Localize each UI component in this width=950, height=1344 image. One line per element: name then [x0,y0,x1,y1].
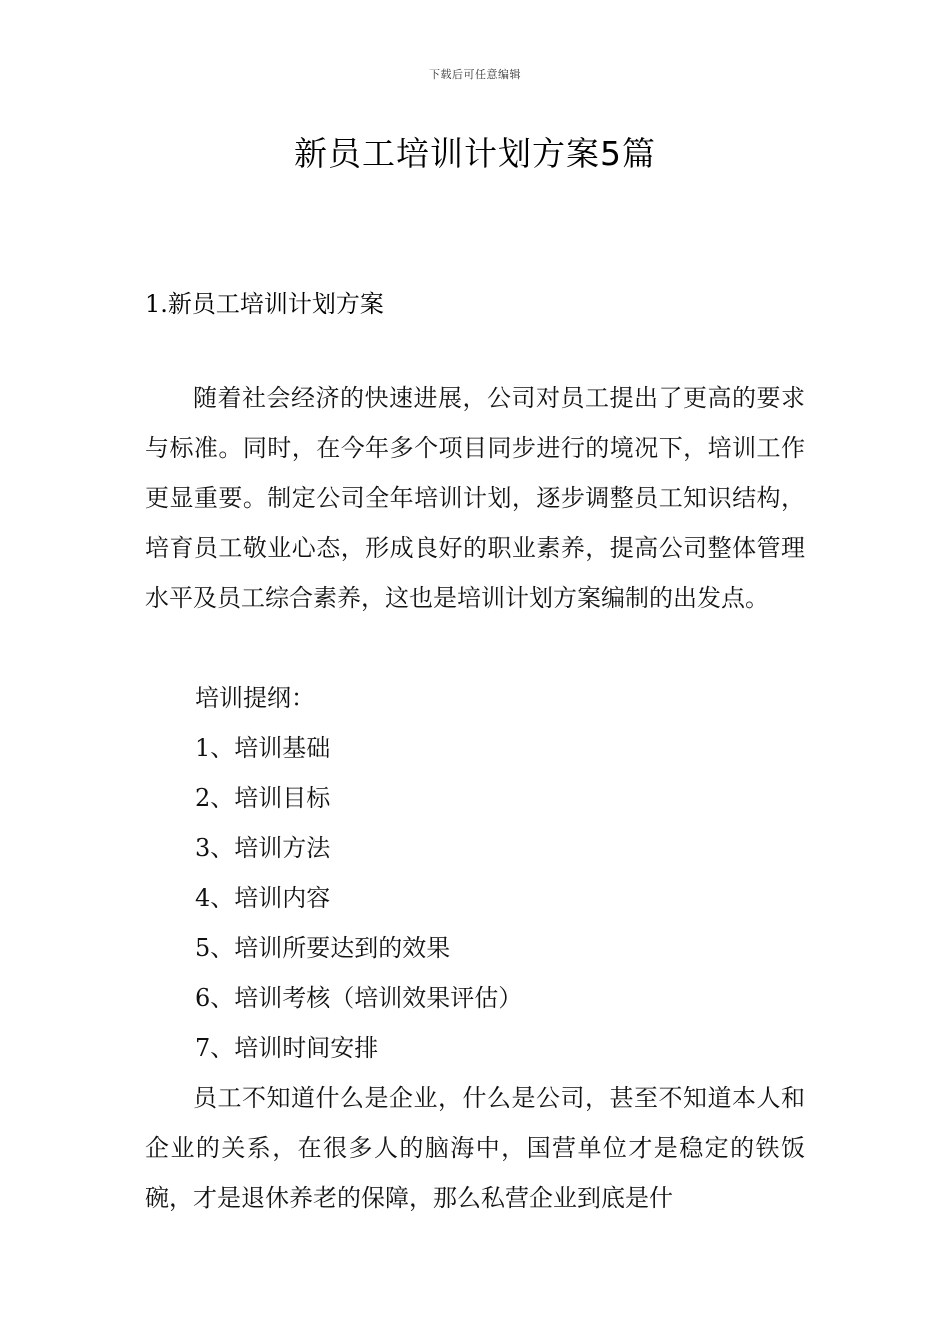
outline-item: 1、培训基础 [195,734,331,762]
header-note: 下载后可任意编辑 [429,68,521,81]
section-heading: 1.新员工培训计划方案 [145,290,384,318]
document-title: 新员工培训计划方案5篇 [294,134,656,173]
outline-item: 2、培训目标 [195,784,331,812]
intro-paragraph: 随着社会经济的快速进展，公司对员工提出了更高的要求与标准。同时，在今年多个项目同步进行的境况下，培训工作更显重要。制定公司全年培训计划，逐步调整员工知识结构，培育员工敬业心态，形成良好的职业素养，提高公司整体管理水平及员工综合素养，这也是培训计划方案编制的出发点。 [145,384,805,612]
outline-item: 5、培训所要达到的效果 [195,934,451,962]
outline-item: 7、培训时间安排 [195,1034,379,1062]
outline-item: 4、培训内容 [195,884,331,912]
outline-item: 3、培训方法 [195,834,331,862]
outline-label: 培训提纲： [195,684,315,712]
outline-item: 6、培训考核（培训效果评估） [195,984,523,1012]
training-outline [195,673,522,1073]
employee-paragraph: 员工不知道什么是企业，什么是公司，甚至不知道本人和企业的关系，在很多人的脑海中，国营单位才是稳定的铁饭碗，才是退休养老的保障，那么私营企业到底是什 [145,1084,805,1212]
